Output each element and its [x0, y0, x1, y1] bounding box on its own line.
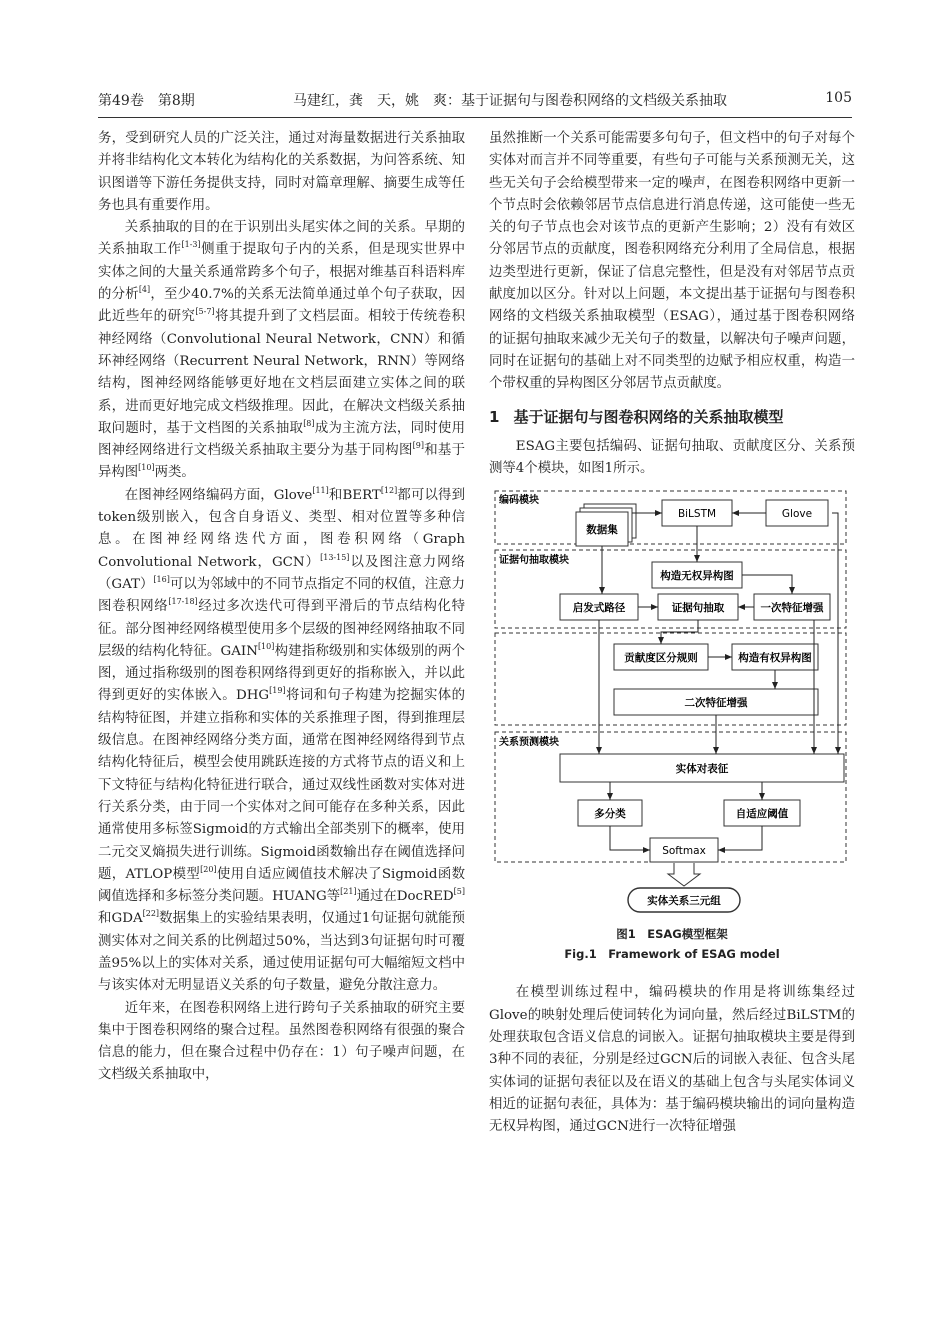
- contribution-rule-label: 贡献度区分规则: [624, 652, 698, 665]
- heuristic-path-label: 启发式路径: [572, 602, 626, 615]
- paragraph: ESAG主要包括编码、证据句抽取、贡献度区分、关系预测等4个模块，如图1所示。: [489, 438, 855, 477]
- citation: [10]: [138, 463, 155, 473]
- journal-volume-issue: 第49卷 第8期: [98, 93, 195, 109]
- running-header: [98, 90, 852, 114]
- section-heading: 1 基于证据句与图卷积网络的关系抽取模型: [489, 407, 784, 426]
- paragraph: 关系抽取的目的在于识别出头尾实体之间的关系。早期的关系抽取工作[1-3]侧重于提取句子内的关系，但是现实世界中实体之间的大量关系通常跨多个句子，根据对维基百科语料库的分析[4]，至少40.7%的关系无法简单通过单个句子获取，因此近些年的研究[5-7]将其提升到了文档层面。相较于传统卷积神经网络（Convolutional Neural Network，CNN）和循环神经网络（Recurrent Neural Network，RNN）等网络结构，图神经网络能够更好地在文档层面建立实体之间的联系，进而更好地完成文档级推理。因此，在解决文档级关系抽取问题时，基于文档图的关系抽取[8]成为主流方法，同时使用图神经网络进行文档级关系抽取主要分为基于同构图[9]和基于异构图[10]两类。: [98, 220, 465, 481]
- citation: [16]: [153, 574, 170, 584]
- citation: [21]: [340, 887, 357, 897]
- citation: [5]: [453, 887, 465, 897]
- citation: [13-15]: [320, 552, 350, 562]
- evidence-module-label: 证据句抽取模块: [499, 555, 569, 567]
- page-number: 105: [825, 90, 852, 106]
- bilstm-label: BiLSTM: [677, 508, 717, 521]
- weighted-graph-label: 构造有权异构图: [738, 652, 812, 665]
- entity-pair-label: 实体对表征: [675, 763, 729, 776]
- framework-diagram: [492, 488, 849, 924]
- paragraph: 在图神经网络编码方面，Glove[11]和BERT[12]都可以得到token级别嵌入，包含自身语义、类型、相对位置等多种信息。在图神经网络迭代方面，图卷积网络（Graph Convolutional Network，GCN）[13-15]以及图注意力网络（GAT）[16]可以为邻域中的不同节点指定不同的权值，注意力图卷积网络[17-18]经过多次迭代可得到平滑后的节点结构化特征。部分图神经网络模型使用多个层级的图神经网络抽取不同层级的结构化特征。GAIN[10]构建指称级别和实体级别的两个图，通过指称级别的图卷积网络得到更好的指称嵌入，并以此得到更好的实体嵌入。DHG[19]将词和句子构建为挖掘实体的结构特征图，并建立指称和实体的关系推理子图，得到推理层级信息。在图神经网络分类方面，通常在图神经网络得到节点结构化特征后，模型会使用跳跃连接的方式将节点的语义和上下文特征与结构化特征进行联合，通过双线性函数对实体对进行关系分类，由于同一个实体对之间可能存在多种关系，因此通常使用多标签Sigmoid的方式输出全部类别下的概率，使用二元交叉熵损失进行训练。Sigmoid函数输出存在阈值选择问题，ATLOP模型[20]使用自适应阈值技术解决了Sigmoid函数阈值选择和多标签分类问题。HUANG等[21]通过在DocRED[5]和GDA[22]数据集上的实验结果表明，仅通过1句证据句就能预测实体对之间关系的比例超过50%，当达到3句证据句时可覆盖95%以上的实体对关系，通过使用证据句可大幅缩短文档中与该实体对无明显语义关系的句子数量，避免分散注意力。: [98, 485, 465, 994]
- left-column: [98, 128, 465, 1158]
- citation: [5-7]: [195, 307, 215, 317]
- right-column: [489, 128, 855, 1238]
- adaptive-threshold-label: 自适应阈值: [735, 808, 789, 821]
- citation: [22]: [142, 909, 160, 919]
- citation: [11]: [312, 485, 329, 495]
- figure-caption-cn: 图1 ESAG模型框架: [616, 927, 728, 942]
- evidence-extract-label: 证据句抽取: [671, 602, 725, 615]
- running-title: 马建红，龚 天，姚 爽：基于证据句与图卷积网络的文档级关系抽取: [293, 93, 727, 109]
- citation: [1-3]: [181, 240, 201, 250]
- citation: [8]: [303, 418, 315, 428]
- paragraph: 虽然推断一个关系可能需要多句句子，但文档中的句子对每个实体对而言并不同等重要，有些句子可能与关系预测无关，这些无关句子会给模型带来一定的噪声，在图卷积网络中更新一个节点时会依赖邻居节点信息进行消息传递，这可能使一些无关的句子节点也会对该节点的更新产生影响；2）没有有效区分邻居节点的贡献度，图卷积网络充分利用了全局信息，根据边类型进行更新，保证了信息完整性，但是没有对邻居节点贡献度加以区分。针对以上问题，本文提出基于证据句与图卷积网络的文档级关系抽取模型（ESAG），通过基于图卷积网络的证据句抽取来减少无关句子的数量，以解决句子噪声问题，同时在证据句的基础上对不同类型的边赋予相应权重，构造一个带权重的异构图区分邻居节点贡献度。: [489, 131, 855, 392]
- citation: [4]: [138, 285, 151, 295]
- paragraph: 务，受到研究人员的广泛关注，通过对海量数据进行关系抽取并将非结构化文本转化为结构化的关系数据，为问答系统、知识图谱等下游任务提供支持，同时对篇章理解、摘要生成等任务也具有重要作用。: [98, 131, 465, 213]
- glove-label: Glove: [781, 508, 813, 521]
- dataset-label: 数据集: [586, 524, 618, 537]
- predict-module-label: 关系预测模块: [499, 737, 559, 749]
- output-hollow-arrow: [668, 863, 700, 886]
- triples-label: 实体关系三元组: [647, 895, 721, 908]
- encode-module-label: 编码模块: [499, 495, 539, 507]
- citation: [20]: [200, 864, 217, 874]
- citation: [19]: [269, 686, 286, 696]
- citation: [10]: [257, 641, 275, 651]
- softmax-label: Softmax: [662, 845, 706, 858]
- multi-class-label: 多分类: [594, 808, 626, 821]
- second-enhance-label: 二次特征增强: [684, 697, 748, 710]
- header-rule: [98, 117, 852, 118]
- unweighted-graph-label: 构造无权异构图: [660, 570, 734, 583]
- figure-esag-framework: [492, 488, 849, 924]
- paragraph: 近年来，在图卷积网络上进行跨句子关系抽取的研究主要集中于图卷积网络的聚合过程。虽然图卷积网络有很强的聚合信息的能力，但在聚合过程中仍存在：1）句子噪声问题，在文档级关系抽取中，: [98, 1000, 465, 1083]
- citation: [12]: [380, 485, 398, 495]
- figure-caption-en: Fig.1 Framework of ESAG model: [564, 947, 780, 962]
- citation: [17-18]: [168, 597, 198, 607]
- citation: [9]: [412, 441, 424, 451]
- first-enhance-label: 一次特征增强: [760, 602, 824, 615]
- paragraph: 在模型训练过程中，编码模块的作用是将训练集经过Glove的映射处理后使词转化为词向量，然后经过BiLSTM的处理获取包含语义信息的词嵌入。证据句抽取模块主要是得到3种不同的表征，分别是经过GCN后的词嵌入表征、包含头尾实体词的证据句表征以及在语义的基础上包含与头尾实体词义相近的证据句表征，具体为：基于编码模块输出的词向量构造无权异构图，通过GCN进行一次特征增强: [489, 985, 855, 1135]
